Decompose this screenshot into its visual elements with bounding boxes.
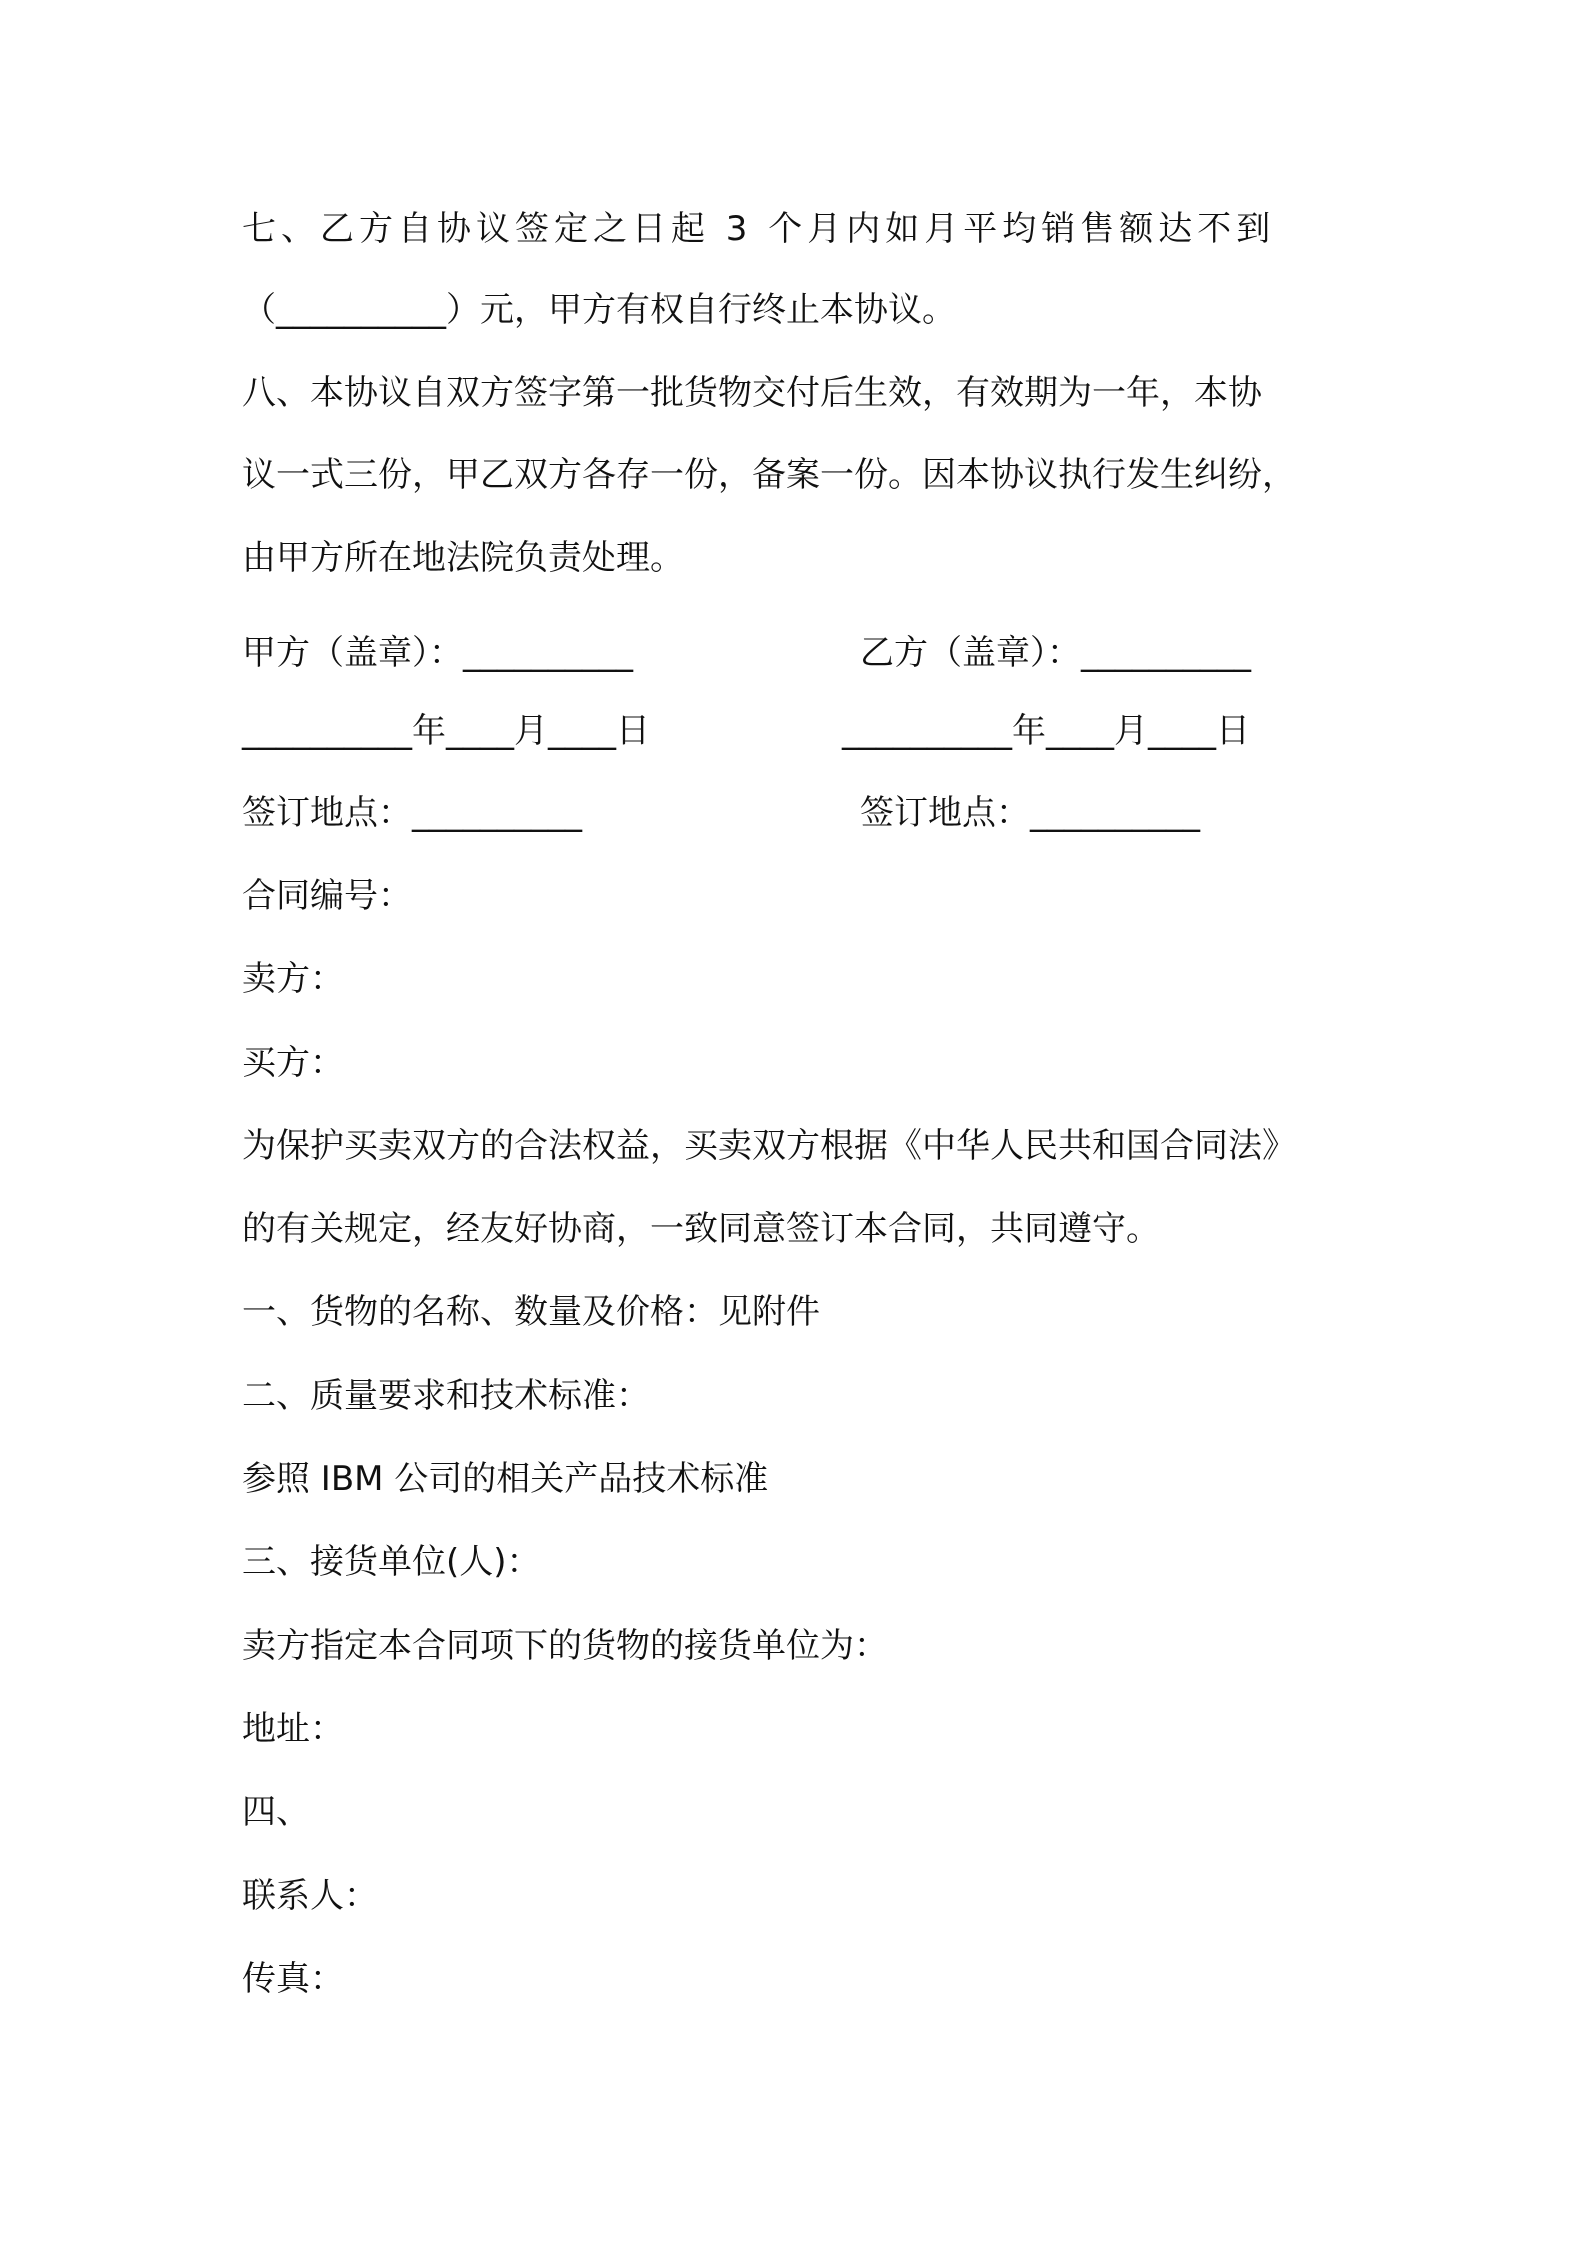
contact-person: 联系人：	[242, 1876, 378, 1916]
party-b-signing-place: 签订地点：__________	[860, 793, 1200, 833]
party-b-seal: 乙方（盖章）：__________	[860, 633, 1251, 673]
address: 地址：	[242, 1709, 344, 1749]
party-a-signing-place: 签订地点：__________	[242, 793, 582, 833]
item-three-detail: 卖方指定本合同项下的货物的接货单位为：	[242, 1626, 888, 1666]
party-a-date: __________年____月____日	[242, 711, 650, 751]
preamble-line-2: 的有关规定，经友好协商，一致同意签订本合同，共同遵守。	[242, 1209, 1160, 1249]
clause-eight-line-1: 八、本协议自双方签字第一批货物交付后生效，有效期为一年，本协	[242, 373, 1262, 413]
item-two: 二、质量要求和技术标准：	[242, 1376, 650, 1416]
item-two-detail: 参照 IBM 公司的相关产品技术标准	[242, 1459, 769, 1499]
clause-eight-line-2: 议一式三份，甲乙双方各存一份，备案一份。因本协议执行发生纠纷，	[242, 455, 1296, 495]
party-b-date: __________年____月____日	[842, 711, 1250, 751]
preamble-line-1: 为保护买卖双方的合法权益，买卖双方根据《中华人民共和国合同法》	[242, 1126, 1296, 1166]
item-one: 一、货物的名称、数量及价格：见附件	[242, 1292, 820, 1332]
buyer: 买方：	[242, 1043, 344, 1083]
clause-eight-line-3: 由甲方所在地法院负责处理。	[242, 538, 684, 578]
party-a-seal: 甲方（盖章）：__________	[242, 633, 633, 673]
clause-seven-line-1: 七、乙方自协议签定之日起 3 个月内如月平均销售额达不到	[242, 209, 1276, 249]
contract-number: 合同编号：	[242, 876, 412, 916]
clause-seven-line-2: （__________）元，甲方有权自行终止本协议。	[242, 290, 956, 330]
item-four: 四、	[242, 1792, 310, 1832]
item-three: 三、接货单位(人)：	[242, 1542, 541, 1582]
fax: 传真：	[242, 1959, 344, 1999]
seller: 卖方：	[242, 959, 344, 999]
